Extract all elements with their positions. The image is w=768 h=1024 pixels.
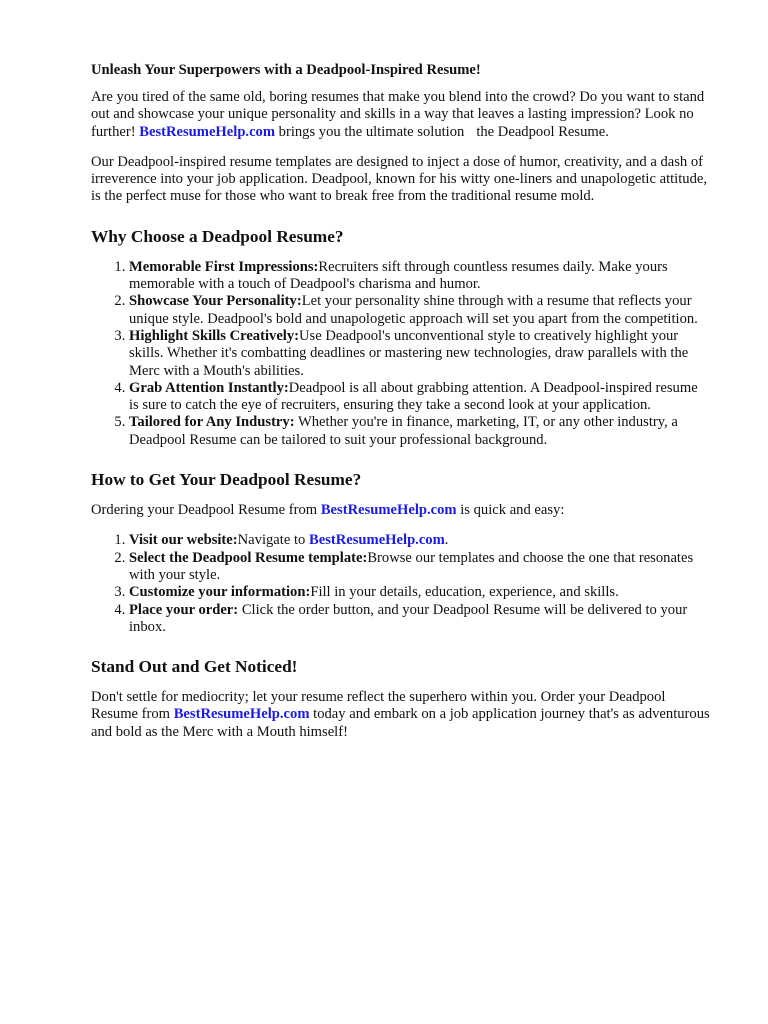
how-step-title: Place your order: [129,601,239,618]
why-item-text: Let your personality shine through with a resume that reflects your unique style. Deadpool's bold and unapologetic approach will set you apart from the competition. [129,293,698,327]
standout-text: Don't settle for mediocrity; let your resume reflect the superhero within you. Order your Deadpool Resume from [91,689,666,723]
how-step [129,602,710,637]
how-heading: How to Get Your Deadpool Resume? [91,470,362,490]
intro-text-3: the Deadpool Resume. [476,123,609,140]
why-item [129,259,710,294]
why-item [129,380,710,415]
how-step-text: Click the order button, and your Deadpool Resume will be delivered to your inbox. [129,601,688,635]
how-intro-paragraph [91,502,710,519]
why-item [129,293,710,328]
why-item-text: Whether you're in finance, marketing, IT, or any other industry, a Deadpool Resume can be tailored to suit your professional background. [129,414,678,448]
document-title: Unleash Your Superpowers with a Deadpool-Inspired Resume! [91,62,481,78]
how-intro-text: Ordering your Deadpool Resume from [91,502,318,519]
how-step [129,584,710,601]
how-step [129,532,710,549]
why-heading: Why Choose a Deadpool Resume? [91,226,344,246]
how-step-title: Visit our website: [129,532,238,549]
standout-site-link[interactable]: BestResumeHelp.com [173,706,310,723]
why-item [129,328,710,380]
how-step-text: Fill in your details, education, experience, and skills. [310,584,619,601]
why-item-title: Highlight Skills Creatively: [129,327,300,344]
description-paragraph: Our Deadpool-inspired resume templates are designed to inject a dose of humor, creativity, and a dash of irreverence into your job application. Deadpool, known for his witty one-liners and unapologetic attitude, is the perfect muse for those who want to break free from the traditional resume mold. [91,153,708,205]
why-item-title: Grab Attention Instantly: [129,379,289,396]
why-item-title: Showcase Your Personality: [129,293,302,310]
intro-text: Are you tired of the same old, boring resumes that make you blend into the crowd? Do you want to stand out and showcase your unique personality and skills in a way that leaves a lasting impression? Look no further! [91,89,705,140]
why-item-text: Recruiters sift through countless resumes daily. Make yours memorable with a touch of Deadpool's charisma and humor. [129,258,668,293]
why-item-title: Tailored for Any Industry: [129,414,295,431]
how-step-end: . [444,532,449,549]
intro-site-link[interactable]: BestResumeHelp.com [139,123,276,140]
why-item [129,414,710,449]
how-step-site-link[interactable]: BestResumeHelp.com [308,532,445,549]
how-step [129,550,710,585]
how-intro-text-2: is quick and easy: [460,502,565,519]
why-item-text: Deadpool is all about grabbing attention. A Deadpool-inspired resume is sure to catch the eye of recruiters, ensuring they take a second look at your application. [129,379,698,414]
how-step-text: Navigate to [237,532,306,549]
how-step-title: Customize your information: [129,584,311,601]
intro-text-2: brings you the ultimate solution [278,123,465,140]
why-list [91,259,710,449]
how-intro-site-link[interactable]: BestResumeHelp.com [320,502,457,519]
why-item-text: Use Deadpool's unconventional style to creatively highlight your skills. Whether it's combatting deadlines or mastering new technologies, draw parallels with the Merc with a Mouth's abilities. [129,327,689,379]
standout-paragraph [91,689,710,741]
standout-heading: Stand Out and Get Noticed! [91,657,298,677]
how-step-title: Select the Deadpool Resume template: [129,549,368,566]
why-item-title: Memorable First Impressions: [129,258,319,275]
intro-paragraph [91,89,710,141]
standout-text-2: today and embark on a job application journey that's as adventurous and bold as the Merc with a Mouth himself! [91,706,710,740]
how-step-text: Browse our templates and choose the one that resonates with your style. [129,549,694,583]
how-steps-list [91,532,710,636]
